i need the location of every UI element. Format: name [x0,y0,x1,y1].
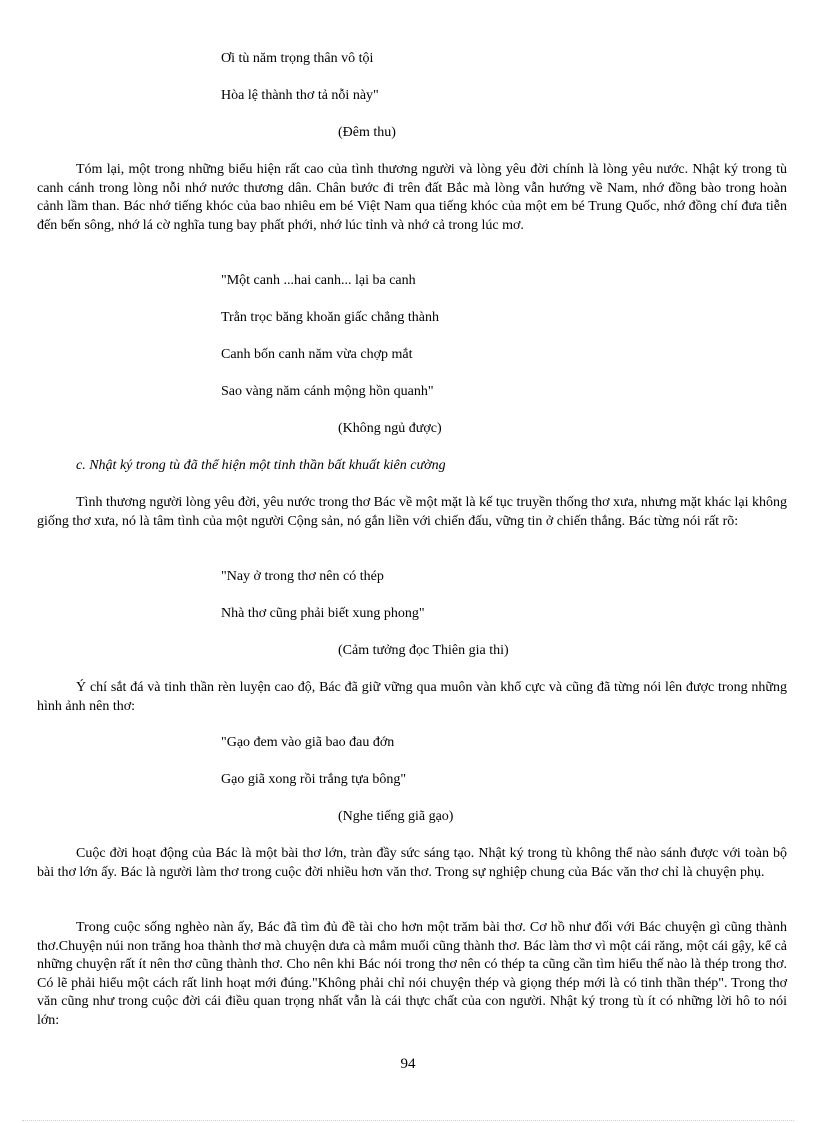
verse-line: Hòa lệ thành thơ tả nỗi này" [221,88,379,103]
verse-line: Nhà thơ cũng phải biết xung phong" [221,606,425,621]
page-number: 94 [400,1056,416,1072]
verse-line: Trằn trọc băng khoăn giấc chẳng thành [221,310,439,325]
section-heading: c. Nhật ký trong tù đã thể hiện một tinh thần bất khuất kiên cường [76,458,446,473]
page-bottom-rule [22,1120,794,1121]
body-paragraph: Cuộc đời hoạt động của Bác là một bài thơ lớn, tràn đầy sức sáng tạo. Nhật ký trong tù không thể nào sánh được với toàn bộ bài thơ lớn ấy. Bác là người làm thơ trong cuộc đời nhiều hơn văn thơ. Trong sự nghiệp chung của Bác văn thơ chỉ là chuyện phụ. [37,846,787,880]
body-paragraph: Tình thương người lòng yêu đời, yêu nước trong thơ Bác về một mặt là kế tục truyền thống thơ xưa, nhưng mặt khác lại không giống thơ xưa, nó là tâm tình của một người Cộng sản, nó gắn liền với chiến đấu, vững tin ở chiến thắng. Bác từng nói rất rõ: [37,495,787,529]
verse-line: Canh bốn canh năm vừa chợp mắt [221,347,413,362]
verse-line: "Gạo đem vào giã bao đau đớn [221,735,395,750]
verse-line: Gạo giã xong rồi trắng tựa bông" [221,772,407,787]
verse-line: Ơi tù năm trọng thân vô tội [221,51,374,66]
body-paragraph: Ý chí sắt đá và tinh thần rèn luyện cao độ, Bác đã giữ vững qua muôn vàn khổ cực và cũng đã từng nói lên được trong những hình ảnh nên thơ: [37,680,787,714]
verse-line: "Một canh ...hai canh... lại ba canh [221,273,416,288]
poem-credit: (Không ngủ được) [338,421,442,436]
verse-line: Sao vàng năm cánh mộng hồn quanh" [221,384,434,399]
poem-credit: (Nghe tiếng giã gạo) [338,809,454,824]
poem-credit: (Đêm thu) [338,125,396,140]
body-paragraph: Trong cuộc sống nghèo nàn ấy, Bác đã tìm đủ đề tài cho hơn một trăm bài thơ. Cơ hồ như đối với Bác chuyện gì cũng thành thơ.Chuyện núi non trăng hoa thành thơ mà chuyện dưa cà mắm muối cũng thành thơ. Bác làm thơ vì một cái răng, một cái gậy, kể cả những chuyện rất ít nên thơ cũng thành thơ. Cho nên khi Bác nói trong thơ nên có thép ta cũng cần tìm hiểu thế nào là thép trong thơ. Có lẽ phải hiểu một cách rất linh hoạt mới đúng."Không phải chỉ nói chuyện thép và giọng thép mới là có tinh thần thép". Trong thơ văn cũng như trong cuộc đời cái điều quan trọng nhất vẫn là cái thực chất của con người. Nhật ký trong tù ít có những lời hô to nói lớn: [37,920,787,1028]
body-paragraph: Tóm lại, một trong những biểu hiện rất cao của tình thương người và lòng yêu đời chính là lòng yêu nước. Nhật ký trong tù canh cánh trong lòng nỗi nhớ nước thương dân. Chân bước đi trên đất Bắc mà lòng vẫn hướng về Nam, nhớ đồng bào trong hoàn cảnh lầm than. Bác nhớ tiếng khóc của bao nhiêu em bé Việt Nam qua tiếng khóc của một em bé Trung Quốc, nhớ đồng chí đưa tiễn đến bến sông, nhớ lá cờ nghĩa tung bay phất phới, nhớ lúc tỉnh và nhớ cả trong lúc mơ. [37,162,787,233]
verse-line: "Nay ở trong thơ nên có thép [221,569,384,584]
poem-credit: (Cảm tưởng đọc Thiên gia thi) [338,643,509,658]
